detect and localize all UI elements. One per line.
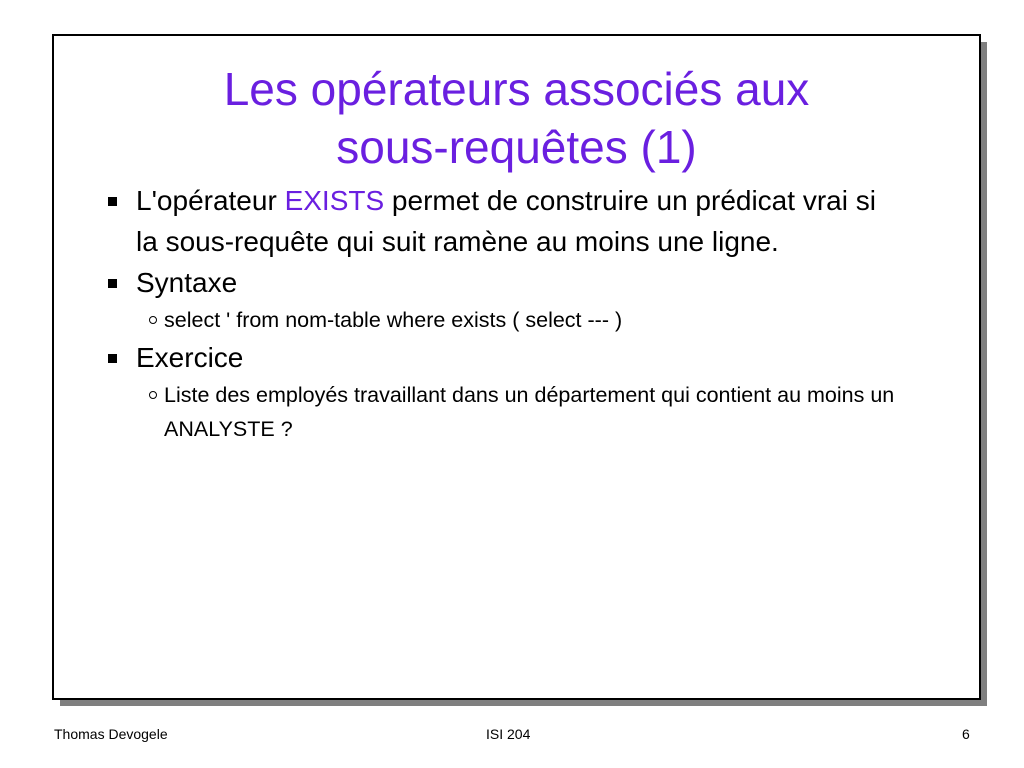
bullet-syntaxe [104, 262, 904, 303]
square-bullet-icon [108, 279, 117, 288]
slide-content [104, 180, 904, 446]
slide-title [54, 60, 979, 176]
bullet-exercice-label: Exercice [136, 342, 244, 373]
bullet-exists-text-before: L'opérateur [136, 185, 285, 216]
footer-page-number: 6 [962, 726, 970, 742]
square-bullet-icon [108, 197, 117, 206]
sub-bullet-exercice [149, 378, 904, 446]
bullet-exercice [104, 337, 904, 378]
square-bullet-icon [108, 354, 117, 363]
sub-bullet-syntax [149, 303, 904, 337]
bullet-syntaxe-label: Syntaxe [136, 267, 238, 298]
sub-bullet-syntax-text: select ' from nom-table where exists ( select --- ) [164, 308, 623, 332]
footer-author: Thomas Devogele [54, 726, 168, 742]
hollow-circle-bullet-icon [149, 316, 157, 324]
bullet-exists [104, 180, 904, 262]
hollow-circle-bullet-icon [149, 391, 157, 399]
sub-bullet-exercice-text: Liste des employés travaillant dans un département qui contient au moins un ANALYSTE ? [164, 383, 895, 441]
footer-course: ISI 204 [486, 726, 531, 742]
bullet-exists-text-after: permet de construire un prédicat vrai si la sous-requête qui suit ramène au moins une ligne. [136, 185, 876, 257]
exists-keyword: EXISTS [284, 185, 385, 216]
title-line-1: Les opérateurs associés aux [223, 63, 810, 115]
title-line-2: sous-requêtes (1) [336, 121, 697, 173]
